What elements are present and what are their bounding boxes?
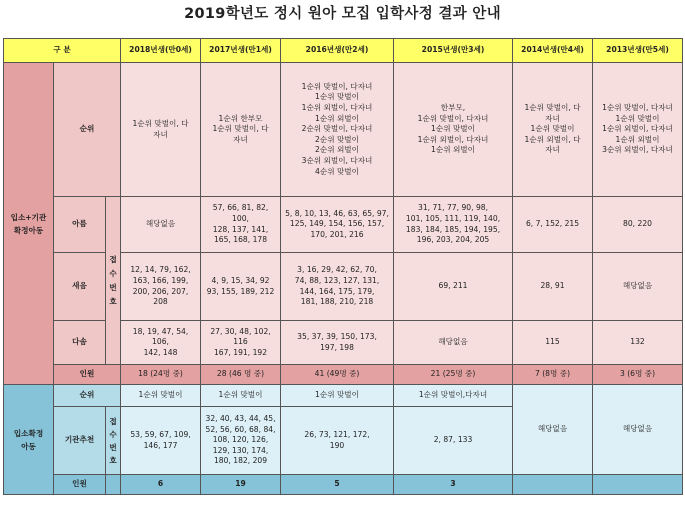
s1-inwon-2015: 21 (25명 중) — [394, 365, 513, 385]
s2-gigwan-2017: 32, 40, 43, 44, 45, 52, 56, 60, 68, 84, 108, 120, 126, 129, 130, 174, 180, 182, 209 — [201, 407, 281, 475]
s2-suwi-2015: 1순위 맞벌이,다자녀 — [394, 385, 513, 407]
s1-dasom-2018: 18, 19, 47, 54, 106, 142, 148 — [121, 321, 201, 365]
s1-saeum-2017: 4, 9, 15, 34, 92 93, 155, 189, 212 — [201, 253, 281, 321]
s2-suwi-2016: 1순위 맞벌이 — [281, 385, 394, 407]
s2-suwi-row — [4, 385, 683, 407]
s1-jeopsu-label: 접 수 번 호 — [106, 197, 121, 365]
s2-inwon-2017: 19 — [201, 475, 281, 495]
s1-dasom-2016: 35, 37, 39, 150, 173, 197, 198 — [281, 321, 394, 365]
s1-dasom-2013: 132 — [593, 321, 683, 365]
header-year-2013: 2013년생(만5세) — [593, 39, 683, 63]
s1-inwon-2013: 3 (6명 중) — [593, 365, 683, 385]
s2-haedang-2013: 해당없음 — [593, 385, 683, 475]
s1-suwi-2016: 1순위 맞벌이, 다자녀 1순위 맞벌이 1순위 외벌이, 다자녀 1순위 외벌이 2순위 맞벌이, 다자녀 2순위 맞벌이 2순위 외벌이 3순위 외벌이, 다자녀 4순위 맞벌이 — [281, 63, 394, 197]
header-year-2014: 2014년생(만4세) — [513, 39, 593, 63]
s1-suwi-row — [4, 63, 683, 197]
s2-gigwan-2018: 53, 59, 67, 109, 146, 177 — [121, 407, 201, 475]
s2-gigwan-2016: 26, 73, 121, 172, 190 — [281, 407, 394, 475]
s1-areum-2017: 57, 66, 81, 82, 100, 128, 137, 141, 165, 168, 178 — [201, 197, 281, 253]
s1-suwi-label: 순위 — [54, 63, 121, 197]
s2-gigwan-label: 기관추천 — [54, 407, 106, 475]
s1-saeum-2018: 12, 14, 79, 162, 163, 166, 199, 200, 206, 207, 208 — [121, 253, 201, 321]
s2-haedang-2014: 해당없음 — [513, 385, 593, 475]
s1-inwon-2014: 7 (8명 중) — [513, 365, 593, 385]
s1-dasom-2014: 115 — [513, 321, 593, 365]
s2-suwi-2017: 1순위 맞벌이 — [201, 385, 281, 407]
s2-inwon-2013 — [593, 475, 683, 495]
s2-jeopsu-label: 접 수 번 호 — [106, 407, 121, 475]
s2-inwon-label: 인원 — [54, 475, 106, 495]
s1-areum-2013: 80, 220 — [593, 197, 683, 253]
page-title: 2019학년도 정시 원아 모집 입학사정 결과 안내 — [184, 6, 501, 22]
s2-inwon-row — [4, 475, 683, 495]
s1-areum-2014: 6, 7, 152, 215 — [513, 197, 593, 253]
s1-inwon-2016: 41 (49명 중) — [281, 365, 394, 385]
s1-inwon-2018: 18 (24명 중) — [121, 365, 201, 385]
s1-suwi-2015: 한부모, 1순위 맞벌이, 다자녀 1순위 맞벌이 1순위 외벌이, 다자녀 1순위 외벌이 — [394, 63, 513, 197]
admission-results-table — [3, 38, 683, 495]
header-row — [4, 39, 683, 63]
s2-inwon-spacer — [106, 475, 121, 495]
s1-dasom-label: 다솜 — [54, 321, 106, 365]
s1-dasom-row — [4, 321, 683, 365]
s1-suwi-2018: 1순위 맞벌이, 다 자녀 — [121, 63, 201, 197]
header-year-2016: 2016년생(만2세) — [281, 39, 394, 63]
s1-saeum-row — [4, 253, 683, 321]
s1-saeum-2013: 해당없음 — [593, 253, 683, 321]
s2-inwon-2015: 3 — [394, 475, 513, 495]
s1-dasom-2017: 27, 30, 48, 102, 116 167, 191, 192 — [201, 321, 281, 365]
s1-dasom-2015: 해당없음 — [394, 321, 513, 365]
s2-inwon-2016: 5 — [281, 475, 394, 495]
header-gubun: 구 분 — [4, 39, 121, 63]
s1-inwon-row — [4, 365, 683, 385]
s2-suwi-label: 순위 — [54, 385, 121, 407]
s1-suwi-2013: 1순위 맞벌이, 다자녀 1순위 맞벌이 1순위 외벌이, 다자녀 1순위 외벌이 3순위 외벌이, 다자녀 — [593, 63, 683, 197]
s1-saeum-2016: 3, 16, 29, 42, 62, 70, 74, 88, 123, 127, 131, 144, 164, 175, 179, 181, 188, 210, 218 — [281, 253, 394, 321]
s2-inwon-2018: 6 — [121, 475, 201, 495]
s1-areum-row — [4, 197, 683, 253]
section1-label: 입소+기관 확정아동 — [4, 63, 54, 385]
s1-saeum-2014: 28, 91 — [513, 253, 593, 321]
s1-areum-2018: 해당없음 — [121, 197, 201, 253]
s1-inwon-2017: 28 (46 명 중) — [201, 365, 281, 385]
header-year-2015: 2015년생(만3세) — [394, 39, 513, 63]
s2-inwon-2014 — [513, 475, 593, 495]
s1-suwi-2017: 1순위 한부모 1순위 맞벌이, 다 자녀 — [201, 63, 281, 197]
s1-inwon-label: 인원 — [54, 365, 121, 385]
s1-saeum-label: 새음 — [54, 253, 106, 321]
header-year-2018: 2018년생(만0세) — [121, 39, 201, 63]
s1-saeum-2015: 69, 211 — [394, 253, 513, 321]
s2-suwi-2018: 1순위 맞벌이 — [121, 385, 201, 407]
s1-areum-label: 아름 — [54, 197, 106, 253]
s1-areum-2015: 31, 71, 77, 90, 98, 101, 105, 111, 119, 140, 183, 184, 185, 194, 195, 196, 203, 204, 205 — [394, 197, 513, 253]
s1-areum-2016: 5, 8, 10, 13, 46, 63, 65, 97, 125, 149, 154, 156, 157, 170, 201, 216 — [281, 197, 394, 253]
section2-label: 입소확정 아동 — [4, 385, 54, 495]
s2-gigwan-2015: 2, 87, 133 — [394, 407, 513, 475]
s1-suwi-2014: 1순위 맞벌이, 다 자녀 1순위 맞벌이 1순위 외벌이, 다 자녀 — [513, 63, 593, 197]
header-year-2017: 2017년생(만1세) — [201, 39, 281, 63]
